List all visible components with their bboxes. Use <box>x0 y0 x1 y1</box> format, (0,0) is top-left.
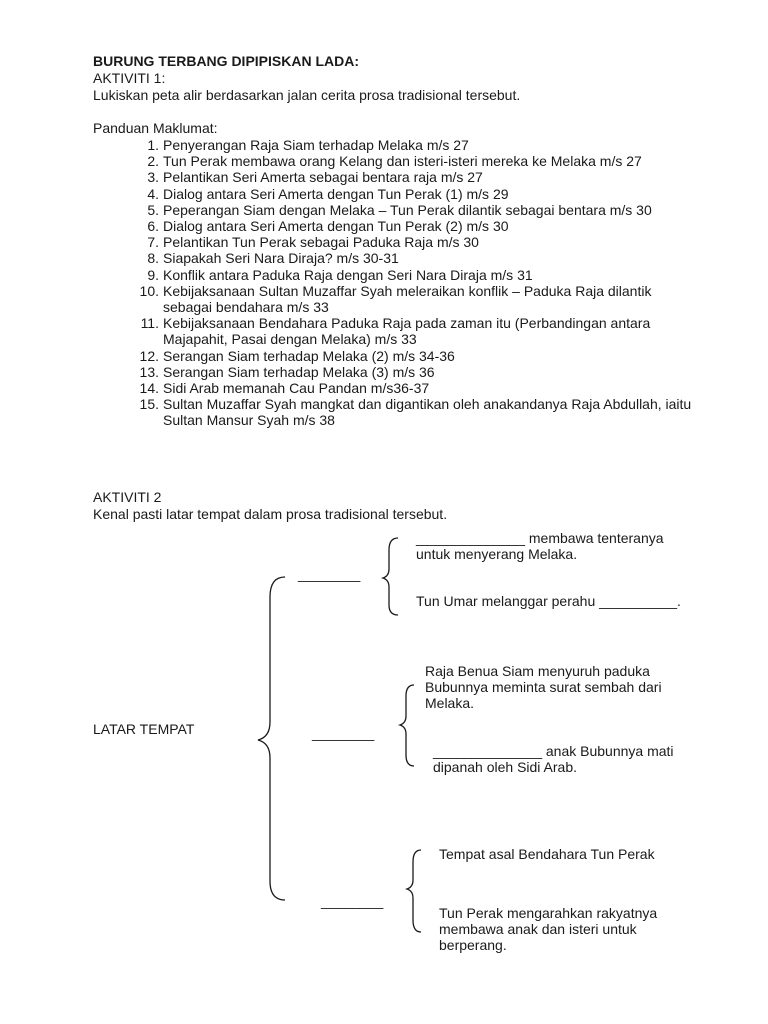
item-number: 14. <box>139 380 159 397</box>
activity2-instruction: Kenal pasti latar tempat dalam prosa tradisional tersebut. <box>93 506 448 522</box>
clue-text: Raja Benua Siam menyuruh paduka Bubunnya meminta surat sembah dari Melaka. <box>425 663 662 711</box>
guide-heading: Panduan Maklumat: <box>93 120 218 136</box>
clue-text: ______________ anak Bubunnya mati dipanah oleh Sidi Arab. <box>433 743 674 775</box>
item-number: 4. <box>147 185 159 202</box>
item-text: Tun Perak membawa orang Kelang dan isteri-isteri mereka ke Melaka m/s 27 <box>163 153 642 170</box>
item-text: Peperangan Siam dengan Melaka – Tun Perak dilantik sebagai bentara m/s 30 <box>163 201 652 218</box>
place-blank[interactable]: ________ <box>298 566 361 582</box>
item-text: Serangan Siam terhadap Melaka (3) m/s 36 <box>163 363 435 380</box>
branch-brace-3 <box>407 850 421 932</box>
branch-brace-1 <box>383 538 398 615</box>
item-text: Sidi Arab memanah Cau Pandan m/s36-37 <box>163 380 430 397</box>
item-text: Pelantikan Tun Perak sebagai Paduka Raja m/s 30 <box>163 234 479 251</box>
branch-brace-2 <box>400 685 414 766</box>
activity1-instruction: Lukiskan peta alir berdasarkan jalan cerita prosa tradisional tersebut. <box>93 87 521 103</box>
item-number: 7. <box>147 234 159 251</box>
item-number: 1. <box>147 137 159 153</box>
root-label: LATAR TEMPAT <box>93 721 195 737</box>
item-text: Dialog antara Seri Amerta dengan Tun Perak (1) m/s 29 <box>163 185 509 202</box>
clue-text: ______________ membawa tenteranya untuk menyerang Melaka. <box>416 530 664 562</box>
item-number: 8. <box>147 250 159 267</box>
item-number: 15. <box>139 396 159 413</box>
item-text: Penyerangan Raja Siam terhadap Melaka m/s 27 <box>163 137 469 153</box>
place-blank[interactable]: ________ <box>312 725 375 741</box>
item-number: 2. <box>147 153 159 170</box>
item-text: Serangan Siam terhadap Melaka (2) m/s 34-36 <box>163 347 455 364</box>
main-brace <box>258 577 285 900</box>
item-text: Dialog antara Seri Amerta dengan Tun Perak (2) m/s 30 <box>163 218 509 235</box>
item-number: 3. <box>147 169 159 186</box>
item-number: 6. <box>147 218 159 235</box>
item-number: 10. <box>139 282 159 299</box>
item-text: Siapakah Seri Nara Diraja? m/s 30-31 <box>163 250 399 267</box>
item-text: Konflik antara Paduka Raja dengan Seri Nara Diraja m/s 31 <box>163 266 533 283</box>
item-number: 12. <box>139 347 159 364</box>
clue-text: Tun Umar melanggar perahu __________. <box>416 593 681 609</box>
item-number: 13. <box>139 363 159 380</box>
item-number: 11. <box>140 315 159 332</box>
document-title: BURUNG TERBANG DIPIPISKAN LADA: <box>93 53 359 69</box>
item-number: 9. <box>147 266 159 283</box>
item-text: Kebijaksanaan Bendahara Paduka Raja pada zaman itu (Perbandingan antara Majapahit, Pasai dengan Melaka) m/s 33 <box>163 315 651 348</box>
activity1-heading: AKTIVITI 1: <box>93 70 166 86</box>
item-text: Pelantikan Seri Amerta sebagai bentara raja m/s 27 <box>163 169 483 186</box>
item-text: Kebijaksanaan Sultan Muzaffar Syah meleraikan konflik – Paduka Raja dilantik sebagai bendahara m/s 33 <box>163 282 652 316</box>
place-blank[interactable]: ________ <box>321 893 384 909</box>
activity2-heading: AKTIVITI 2 <box>93 489 162 505</box>
clue-text: Tun Perak mengarahkan rakyatnya membawa anak dan isteri untuk berperang. <box>439 905 658 953</box>
item-number: 5. <box>147 201 159 218</box>
clue-text: Tempat asal Bendahara Tun Perak <box>439 846 655 862</box>
item-text: Sultan Muzaffar Syah mangkat dan digantikan oleh anakandanya Raja Abdullah, iaitu Sultan Mansur Syah m/s 38 <box>163 396 692 429</box>
